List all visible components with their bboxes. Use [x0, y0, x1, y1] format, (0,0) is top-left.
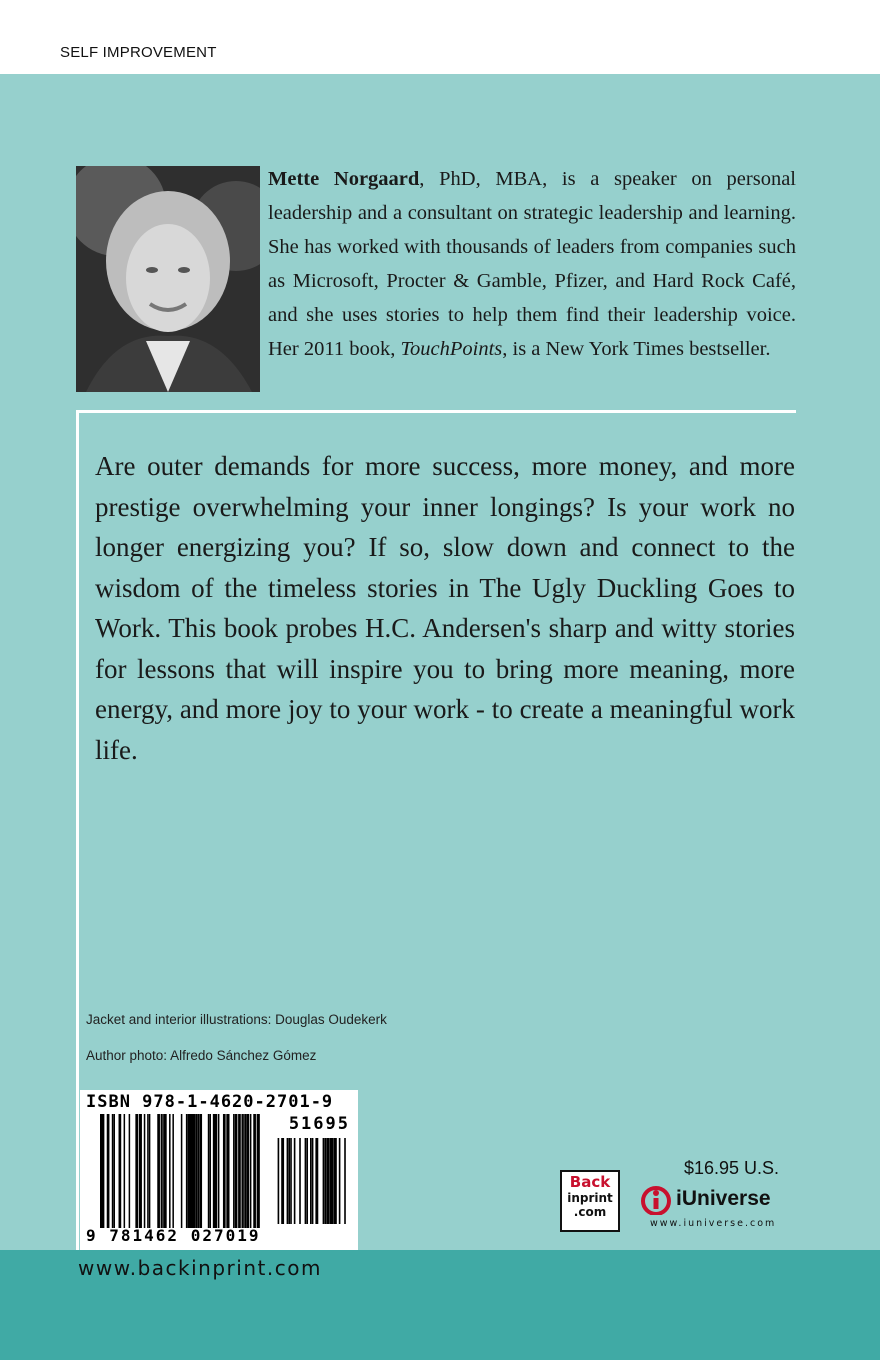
barcode-bar	[135, 1114, 138, 1228]
barcode-bar	[112, 1114, 114, 1228]
barcode-bar	[290, 1138, 292, 1224]
barcode-bar	[235, 1114, 238, 1228]
barcode-bar	[243, 1114, 245, 1228]
barcode-bar	[140, 1114, 142, 1228]
barcode-bar	[124, 1114, 126, 1228]
barcode-bar	[288, 1138, 290, 1224]
barcode-bar	[209, 1114, 211, 1228]
iuniverse-mark-icon	[640, 1185, 672, 1215]
barcode-bar	[315, 1138, 318, 1224]
frame-line-left	[76, 410, 79, 1360]
barcode-bar	[107, 1114, 110, 1228]
photo-credit: Author photo: Alfredo Sánchez Gómez	[86, 1048, 317, 1063]
barcode-bar	[344, 1138, 346, 1224]
price-code: 51695	[288, 1114, 350, 1134]
barcode-bar	[162, 1114, 164, 1228]
barcode-bar	[241, 1114, 243, 1228]
barcode-bars-addon	[274, 1138, 346, 1224]
barcode-bar	[218, 1114, 220, 1228]
barcode-bar	[144, 1114, 146, 1228]
barcode-bar	[169, 1114, 171, 1228]
barcode-bar	[199, 1114, 202, 1228]
barcode-bar	[323, 1138, 325, 1224]
illustration-credit: Jacket and interior illustrations: Douglas Oudekerk	[86, 1012, 387, 1027]
barcode-bar	[281, 1138, 284, 1224]
top-band	[0, 0, 880, 74]
frame-line-top	[76, 410, 796, 413]
barcode-bar	[253, 1114, 256, 1228]
barcode-bar	[287, 1138, 289, 1224]
barcode-bar	[198, 1114, 200, 1228]
book-title-touchpoints: TouchPoints	[400, 338, 503, 360]
publisher-name: iUniverse	[676, 1187, 771, 1210]
barcode-bar	[312, 1138, 314, 1224]
barcode-bar	[335, 1138, 337, 1224]
barcode-bar	[194, 1114, 196, 1228]
barcode-bar	[250, 1114, 252, 1228]
barcode-bars-main	[100, 1114, 260, 1228]
author-bio	[268, 162, 796, 366]
barcode-bar	[208, 1114, 210, 1228]
category-label: SELF IMPROVEMENT	[60, 44, 217, 61]
book-blurb: Are outer demands for more success, more money, and more prestige overwhelming your inner longings? Is your work no longer energizing you? If so, slow down and connect to the wisdom of the timeless stories in The Ugly Duckling Goes to Work. This book probes H.C. Andersen's sharp and witty stories for lessons that will inspire you to bring more meaning, more energy, and more joy to your work - to create a meaningful work life.	[95, 451, 795, 765]
barcode-bar	[294, 1138, 296, 1224]
isbn-number: ISBN 978-1-4620-2701-9	[86, 1092, 334, 1112]
barcode-bar	[119, 1114, 122, 1228]
barcode-bar	[233, 1114, 235, 1228]
barcode-bar	[181, 1114, 183, 1228]
barcode-bar	[228, 1114, 230, 1228]
bip-logo-line3: .com	[573, 1205, 607, 1219]
barcode-digits: 9 781462 027019	[86, 1226, 261, 1245]
barcode-bar	[339, 1138, 341, 1224]
barcode-bar	[157, 1114, 160, 1228]
barcode-bar	[164, 1114, 167, 1228]
barcode-bar	[324, 1138, 326, 1224]
barcode-bar	[299, 1138, 301, 1224]
author-bio-text-1: , PhD, MBA, is a speaker on personal leadership and a consultant on strategic leadership and learning. She has worked with thousands of leaders from companies such as Microsoft, Procter & Gamble, Pfizer, and Hard Rock Café, and she uses stories to help them find their leadership voice. Her 2011 book,	[268, 168, 796, 360]
barcode-bar	[332, 1138, 334, 1224]
website-link[interactable]: www.backinprint.com	[78, 1256, 322, 1280]
barcode-bar	[305, 1138, 307, 1224]
publisher-url: www.iuniverse.com	[650, 1218, 777, 1229]
barcode-bar	[245, 1114, 247, 1228]
barcode-bar	[223, 1114, 226, 1228]
barcode-bar	[196, 1114, 198, 1228]
bip-logo-line2: inprint	[567, 1191, 613, 1205]
iuniverse-logo	[640, 1185, 800, 1215]
bip-logo-line1: Back	[569, 1173, 611, 1191]
barcode-bar	[102, 1114, 105, 1228]
barcode-bar	[310, 1138, 312, 1224]
author-portrait-image	[76, 166, 260, 392]
barcode-bar	[328, 1138, 330, 1224]
barcode-bar	[113, 1114, 115, 1228]
barcode-bar	[238, 1114, 241, 1228]
barcode-bar	[172, 1114, 174, 1228]
isbn-barcode	[80, 1090, 358, 1250]
author-name: Mette Norgaard	[268, 168, 420, 190]
price-label: $16.95 U.S.	[684, 1158, 780, 1178]
barcode-bar	[186, 1114, 188, 1228]
barcode-bar	[306, 1138, 308, 1224]
backinprint-logo	[560, 1170, 620, 1232]
barcode-bar	[147, 1114, 149, 1228]
author-bio-text-2: , is a New York Times bestseller.	[502, 338, 771, 360]
author-photo	[76, 166, 260, 392]
barcode-bar	[278, 1138, 280, 1224]
barcode-bar	[247, 1114, 250, 1228]
barcode-bar	[215, 1114, 218, 1228]
barcode-bar	[129, 1114, 131, 1228]
barcode-bar	[149, 1114, 151, 1228]
barcode-bar	[161, 1114, 163, 1228]
barcode-bar	[258, 1114, 260, 1228]
